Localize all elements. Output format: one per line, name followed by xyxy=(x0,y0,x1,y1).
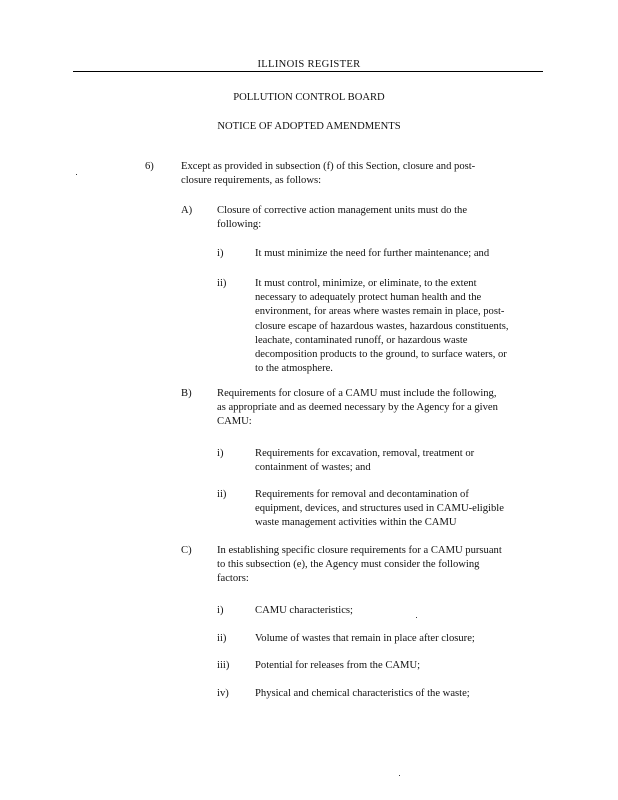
text-line: Physical and chemical characteristics of the waste; xyxy=(255,688,470,699)
subsection-text xyxy=(181,160,475,188)
subsection-text xyxy=(255,687,470,701)
subsection-label: ii) xyxy=(217,633,227,644)
text-line: Except as provided in subsection (f) of this Section, closure and post- xyxy=(181,161,476,172)
text-line: as appropriate and as deemed necessary by the Agency for a given xyxy=(217,402,498,414)
subsection-label: i) xyxy=(217,605,224,616)
subsection-text xyxy=(217,387,498,430)
text-line: Closure of corrective action management units must do the xyxy=(217,205,468,216)
text-line: closure requirements, as follows: xyxy=(181,175,322,187)
text-line: leachate, contaminated runoff, or hazardous waste xyxy=(255,334,468,346)
register-title: ILLINOIS REGISTER xyxy=(257,59,361,70)
text-line: It must control, minimize, or eliminate, to the extent xyxy=(255,278,477,289)
subsection-text xyxy=(255,247,489,261)
text-line: equipment, devices, and structures used in CAMU-eligible xyxy=(255,503,504,515)
subsection-label: i) xyxy=(217,248,224,259)
subsection-label: i) xyxy=(217,448,224,459)
text-line: In establishing specific closure requirements for a CAMU pursuant xyxy=(217,545,502,556)
text-line: Volume of wastes that remain in place after closure; xyxy=(255,633,475,644)
scan-speck xyxy=(416,617,417,618)
subsection-text xyxy=(255,604,353,618)
subsection-label: A) xyxy=(181,205,193,216)
text-line: CAMU: xyxy=(217,416,252,428)
text-line: decomposition products to the ground, to surface waters, or xyxy=(255,349,507,361)
scan-speck xyxy=(76,174,77,175)
text-line: containment of wastes; and xyxy=(255,462,371,474)
text-line: Requirements for closure of a CAMU must include the following, xyxy=(217,388,497,399)
subsection-text xyxy=(255,632,475,646)
text-line: closure escape of hazardous wastes, hazardous constituents, xyxy=(255,320,509,332)
text-line: necessary to adequately protect human health and the xyxy=(255,292,482,304)
subsection-text xyxy=(255,488,504,531)
text-line: to this subsection (e), the Agency must consider the following xyxy=(217,559,480,571)
subsection-label: ii) xyxy=(217,489,227,500)
subsection-label: ii) xyxy=(217,278,227,289)
subsection-text xyxy=(255,659,420,673)
text-line: Requirements for removal and decontamination of xyxy=(255,489,469,500)
subsection-label: iv) xyxy=(217,688,229,699)
header-rule xyxy=(73,71,543,72)
scan-speck xyxy=(399,775,400,776)
text-line: following: xyxy=(217,219,262,231)
subsection-text xyxy=(255,447,474,475)
text-line: It must minimize the need for further maintenance; and xyxy=(255,248,490,259)
text-line: environment, for areas where wastes remain in place, post- xyxy=(255,306,505,318)
text-line: to the atmosphere. xyxy=(255,363,333,375)
subsection-text xyxy=(255,277,509,376)
text-line: Potential for releases from the CAMU; xyxy=(255,660,421,671)
board-title: POLLUTION CONTROL BOARD xyxy=(233,92,385,103)
text-line: waste management activities within the CAMU xyxy=(255,517,457,529)
subsection-label: B) xyxy=(181,388,192,399)
text-line: factors: xyxy=(217,573,249,585)
text-line: Requirements for excavation, removal, treatment or xyxy=(255,448,475,459)
subsection-label: 6) xyxy=(145,161,154,172)
text-line: CAMU characteristics; xyxy=(255,605,353,616)
notice-title: NOTICE OF ADOPTED AMENDMENTS xyxy=(217,121,401,132)
subsection-text xyxy=(217,544,502,587)
subsection-label: iii) xyxy=(217,660,230,671)
subsection-text xyxy=(217,204,467,232)
subsection-label: C) xyxy=(181,545,192,556)
